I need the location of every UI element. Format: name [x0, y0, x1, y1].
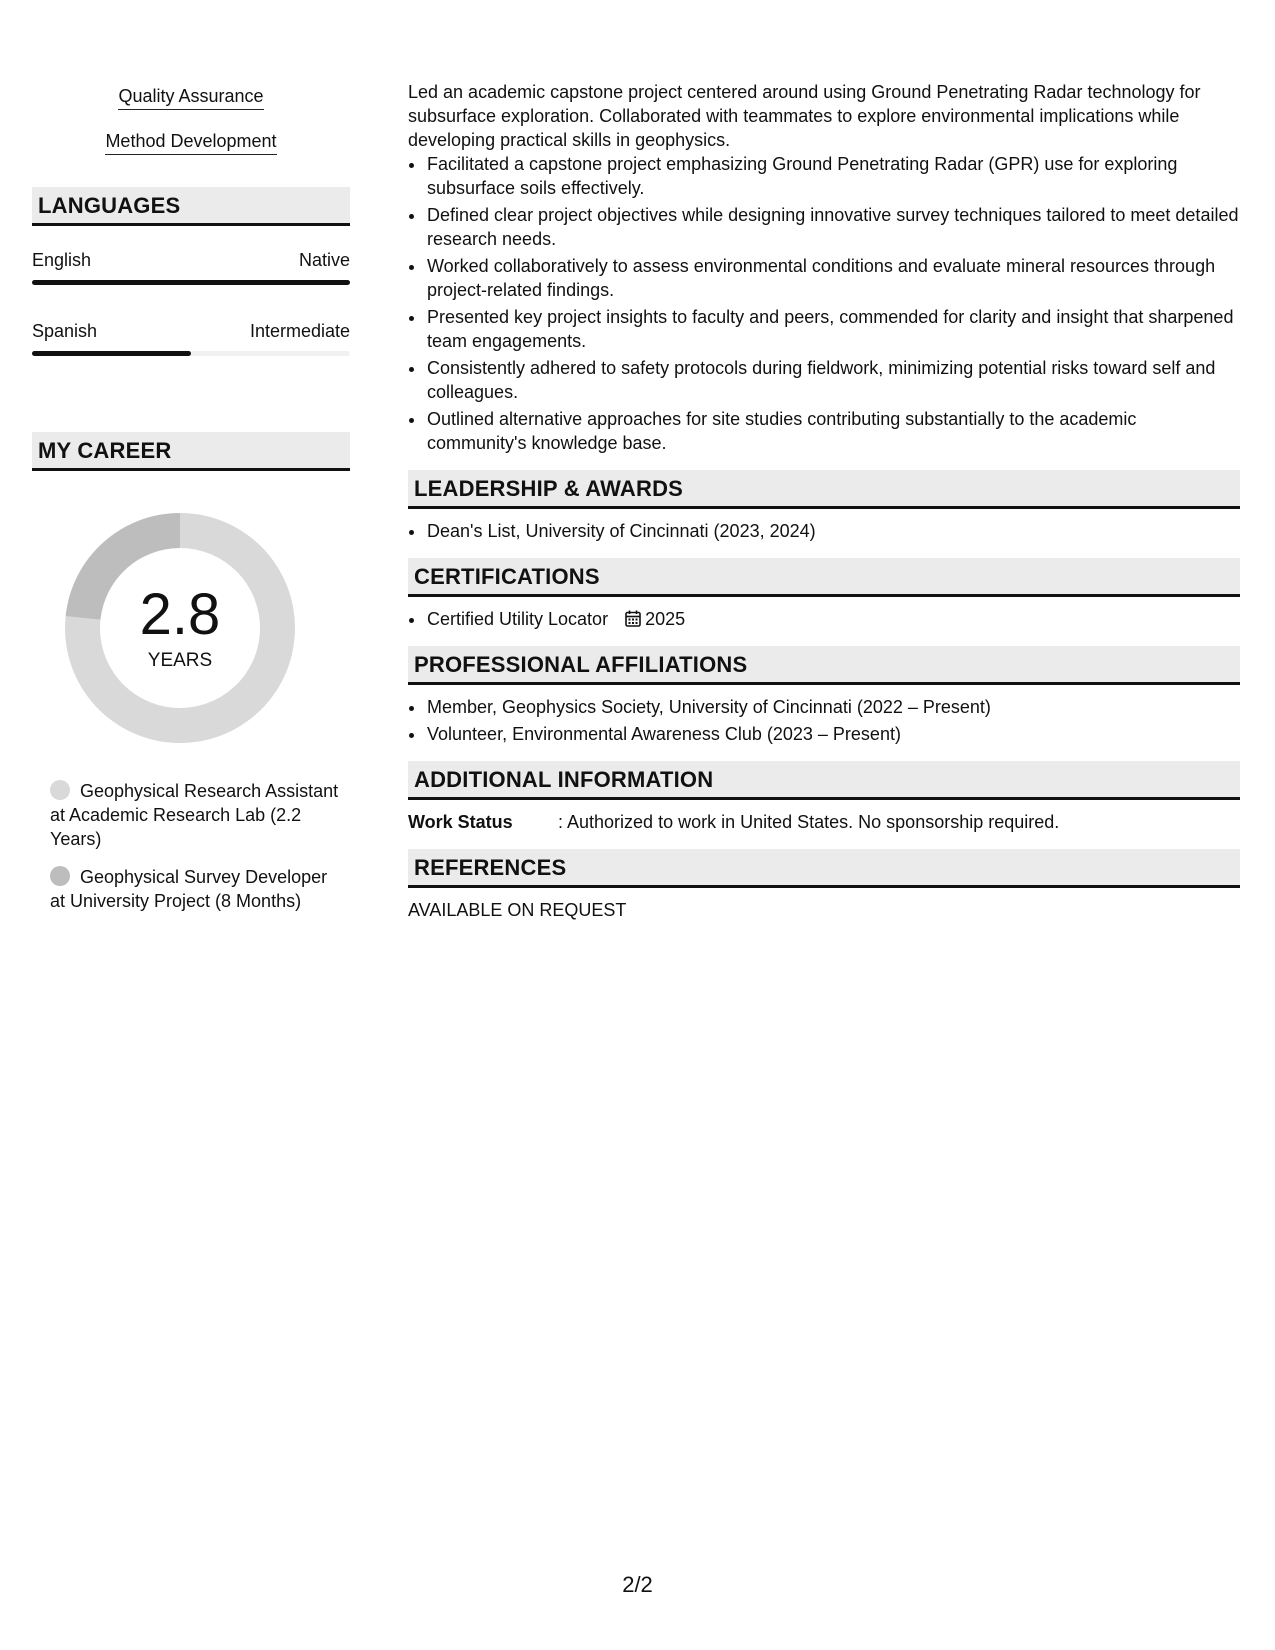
- project-bullet: • Worked collaboratively to assess environmental conditions and evaluate mineral resources through project-related findings.: [426, 254, 1240, 302]
- leadership-item: • Dean's List, University of Cincinnati (2023, 2024): [426, 519, 1240, 543]
- affiliations-list: [426, 695, 1240, 746]
- skill-item: [32, 129, 350, 155]
- right-column: [408, 80, 1240, 922]
- language-english: [32, 248, 350, 285]
- project-bullets: [426, 152, 1240, 455]
- affiliations-heading: PROFESSIONAL AFFILIATIONS: [408, 646, 1240, 685]
- donut-center: [65, 513, 295, 743]
- references-heading: REFERENCES: [408, 849, 1240, 888]
- references-text: AVAILABLE ON REQUEST: [408, 900, 627, 920]
- leadership-list: [426, 519, 1240, 543]
- left-column: [32, 84, 350, 927]
- language-spanish: [32, 319, 350, 356]
- language-name: Spanish: [32, 321, 98, 341]
- career-legend: [50, 779, 340, 913]
- project-bullet: • Defined clear project objectives while designing innovative survey techniques tailored to meet detailed research needs.: [426, 203, 1240, 251]
- project-bullet: • Facilitated a capstone project emphasizing Ground Penetrating Radar (GPR) use for exploring subsurface soils effectively.: [426, 152, 1240, 200]
- affiliation-item: • Volunteer, Environmental Awareness Club (2023 – Present): [426, 722, 1240, 746]
- project-summary: Led an academic capstone project centered around using Ground Penetrating Radar technology for subsurface exploration. Collaborated with teammates to explore environmental implications while developing practical skills in geophysics.: [408, 82, 1201, 150]
- legend-dot: [50, 866, 70, 886]
- legend-text: Geophysical Research Assistant at Academic Research Lab (2.2 Years): [50, 781, 339, 849]
- certification-item: [426, 607, 1240, 631]
- career-heading: MY CAREER: [32, 432, 350, 471]
- legend-text: Geophysical Survey Developer at University Project (8 Months): [50, 867, 328, 911]
- project-bullet: • Consistently adhered to safety protocols during fieldwork, minimizing potential risks toward self and colleagues.: [426, 356, 1240, 404]
- affiliation-item: • Member, Geophysics Society, University of Cincinnati (2022 – Present): [426, 695, 1240, 719]
- career-legend-item: [50, 779, 340, 851]
- language-bar-fill: [32, 280, 350, 285]
- certification-year: 2025: [645, 609, 686, 629]
- language-level: Native: [298, 250, 350, 270]
- certifications-heading: CERTIFICATIONS: [408, 558, 1240, 597]
- page-number: 2/2: [622, 1572, 653, 1597]
- skill-label: Quality Assurance: [118, 84, 263, 110]
- career-total-years: 2.8: [139, 582, 221, 647]
- skill-item: [32, 84, 350, 110]
- language-bar-fill: [32, 351, 191, 356]
- project-bullet: • Presented key project insights to faculty and peers, commended for clarity and insight that sharpened team engagements.: [426, 305, 1240, 353]
- additional-info-heading: ADDITIONAL INFORMATION: [408, 761, 1240, 800]
- skill-label: Method Development: [105, 129, 276, 155]
- language-bar: [32, 351, 350, 356]
- career-legend-item: [50, 865, 340, 913]
- certification-name: Certified Utility Locator: [427, 609, 609, 629]
- work-status-row: [408, 810, 1240, 834]
- language-name: English: [32, 250, 92, 270]
- career-unit: YEARS: [147, 650, 213, 671]
- languages-heading: LANGUAGES: [32, 187, 350, 226]
- language-level: Intermediate: [249, 321, 350, 341]
- career-donut-chart: [65, 513, 295, 743]
- project-bullet: • Outlined alternative approaches for site studies contributing substantially to the academic community's knowledge base.: [426, 407, 1240, 455]
- legend-dot: [50, 780, 70, 800]
- work-status-value: : Authorized to work in United States. No sponsorship required.: [558, 812, 1060, 832]
- language-bar: [32, 280, 350, 285]
- leadership-heading: LEADERSHIP & AWARDS: [408, 470, 1240, 509]
- work-status-label: Work Status: [408, 812, 513, 832]
- calendar-icon: [625, 610, 641, 627]
- certifications-list: [426, 607, 1240, 631]
